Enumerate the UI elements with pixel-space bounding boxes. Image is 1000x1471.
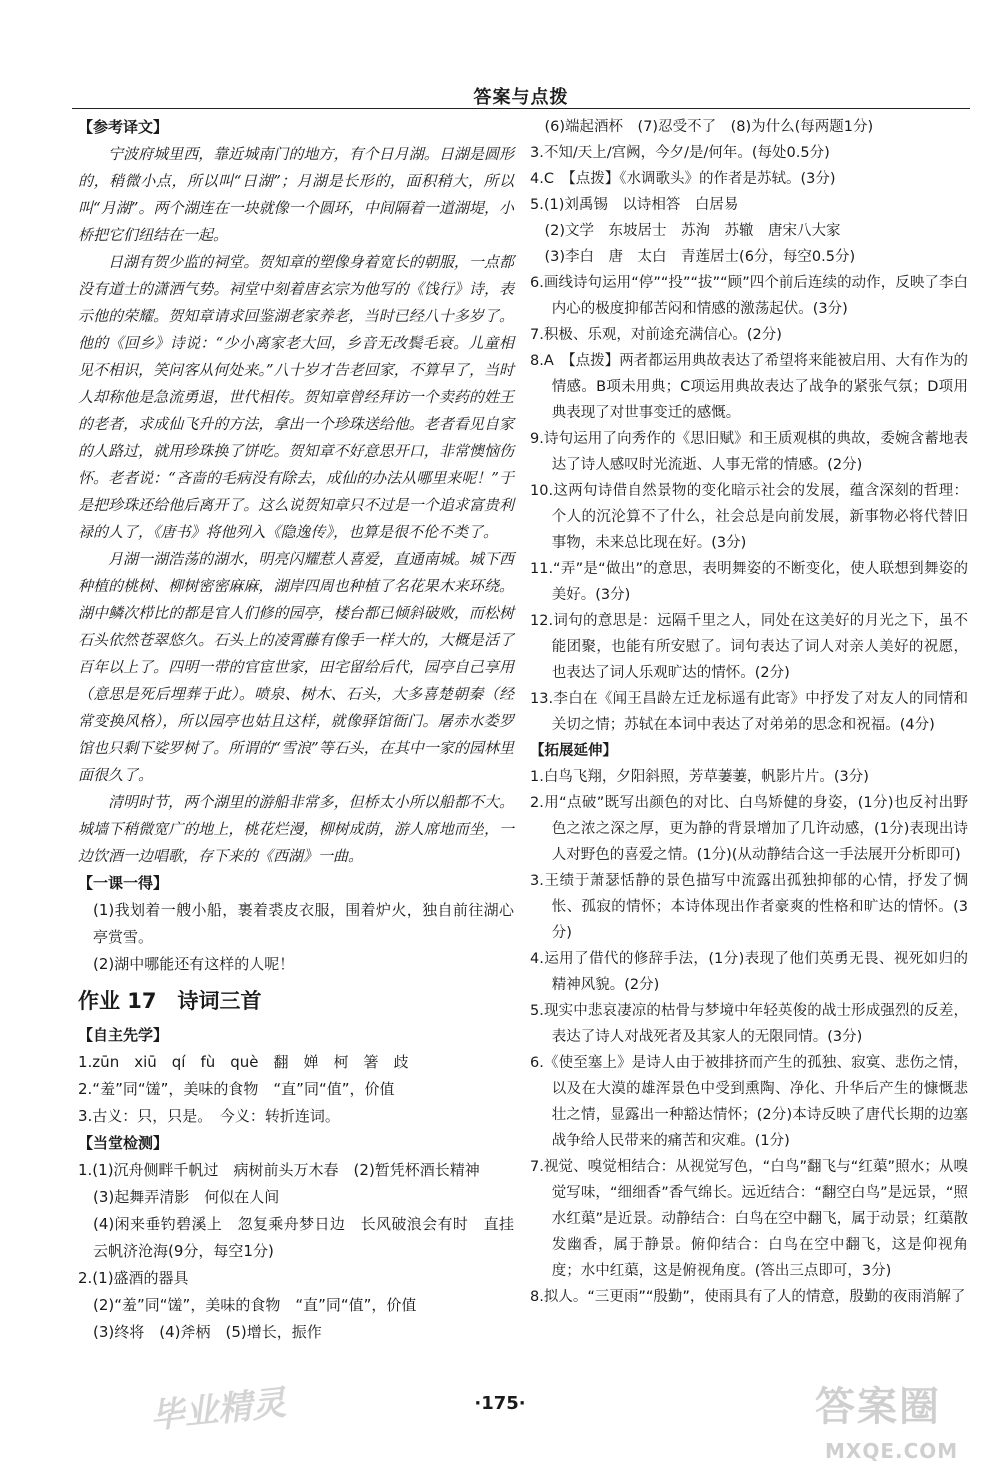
dtjc-item: (3)起舞弄清影 何似在人间 xyxy=(93,1188,280,1206)
section-title-dtjc: 【当堂检测】 xyxy=(78,1134,169,1152)
tzys-item: 5.现实中悲哀凄凉的枯骨与梦境中年轻英俊的战士形成强烈的反差，表达了诗人对战死者及其家人的无限同情。(3分) xyxy=(530,1003,968,1045)
dtjc-item: (2)“羞”同“馐”，美味的食物 “直”同“值”，价值 xyxy=(93,1296,417,1314)
ykyd-item: (1)我划着一艘小船，裹着裘皮衣服，围着炉火，独自前往湖心亭赏雪。 xyxy=(93,901,514,946)
tzys-item: 4.运用了借代的修辞手法，(1分)表现了他们英勇无畏、视死如归的精神风貌。(2分) xyxy=(530,951,968,993)
zzxx-list xyxy=(78,1049,514,1130)
right-column xyxy=(530,114,968,1310)
tzys-item: 6.《使至塞上》是诗人由于被排挤而产生的孤独、寂寞、悲伤之情，以及在大漠的雄浑景色中受到熏陶、净化、升华后产生的慷慨悲壮之情，显露出一种豁达情怀；(2分)本诗反映了唐代长期的边塞战争给人民带来的痛苦和灾难。(1分) xyxy=(530,1055,968,1149)
dtjc-item: (4)闲来垂钓碧溪上 忽复乘舟梦日边 长风破浪会有时 直挂云帆济沧海(9分，每空1分) xyxy=(93,1215,514,1260)
answer-item: 5.(1)刘禹锡 以诗相答 白居易 xyxy=(530,197,739,213)
answer-item: 13.李白在《闻王昌龄左迁龙标遥有此寄》中抒发了对友人的同情和关切之情；苏轼在本词中表达了对弟弟的思念和祝福。(4分) xyxy=(530,691,968,733)
section-title-tzys: 【拓展延伸】 xyxy=(530,743,617,759)
watermark-url: MXQE.COM xyxy=(825,1439,959,1463)
watermark-logo: 答案圈 xyxy=(815,1384,941,1430)
section-title-reference: 【参考译文】 xyxy=(78,118,169,136)
answer-item: 8.A 【点拨】两者都运用典故表达了希望将来能被启用、大有作为的情感。B项未用典；C项运用典故表达了战争的紧张气氛；D项用典表现了对世事变迁的感慨。 xyxy=(530,353,968,421)
tzys-item: 1.白鸟飞翔，夕阳斜照，芳草萋萋，帆影片片。(3分) xyxy=(530,769,869,785)
answer-item: 4.C 【点拨】《水调歌头》的作者是苏轼。(3分) xyxy=(530,171,836,187)
page-number: ·175· xyxy=(474,1393,526,1414)
answer-item: (3)李白 唐 太白 青莲居士(6分，每空0.5分) xyxy=(544,249,856,265)
reference-translation xyxy=(78,141,514,870)
dtjc-list xyxy=(78,1157,514,1346)
answer-item: (6)端起酒杯 (7)忍受不了 (8)为什么(每两题1分) xyxy=(544,119,874,135)
tzys-list xyxy=(530,764,968,1310)
header-rule xyxy=(72,108,970,109)
translation-paragraph: 宁波府城里西，靠近城南门的地方，有个日月湖。日湖是圆形的，稍微小点，所以叫“日湖”；月湖是长形的，面积稍大，所以叫“月湖”。两个湖连在一块就像一个圆环，中间隔着一道湖堤，小桥把它们纽结在一起。 xyxy=(78,145,514,244)
translation-paragraph: 清明时节，两个湖里的游船非常多，但桥太小所以船都不大。城墙下稍微宽广的地上，桃花烂漫，柳树成荫，游人席地而坐，一边饮酒一边唱歌，存下来的《西湖》一曲。 xyxy=(78,793,514,865)
ykyd-item: (2)湖中哪能还有这样的人呢！ xyxy=(93,955,295,973)
watermark-stamp: 毕业精灵 xyxy=(148,1383,288,1438)
tzys-item: 2.用“点破”既写出颜色的对比、白鸟矫健的身姿，(1分)也反衬出野色之浓之深之厚，更为静的背景增加了几许动感，(1分)表现出诗人对野色的喜爱之情。(1分)(从动静结合这一手法展开分析即可) xyxy=(530,795,968,863)
answer-item: 10.这两句诗借自然景物的变化暗示社会的发展，蕴含深刻的哲理：个人的沉沦算不了什么，社会总是向前发展，新事物必将代替旧事物，未来总比现在好。(3分) xyxy=(530,483,968,551)
dtjc-item: (3)终将 (4)斧柄 (5)增长，振作 xyxy=(93,1323,322,1341)
answer-item: 9.诗句运用了向秀作的《思旧赋》和王质观棋的典故，委婉含蓄地表达了诗人感叹时光流逝、人事无常的情感。(2分) xyxy=(530,431,968,473)
tzys-item: 7.视觉、嗅觉相结合：从视觉写色，“白鸟”翻飞与“红蕖”照水；从嗅觉写味，“细细香”香气绵长。远近结合：“翻空白鸟”是远景，“照水红蕖”是近景。动静结合：白鸟在空中翻飞，属于动景；红蕖散发幽香，属于静景。俯仰结合：白鸟在空中翻飞，这是仰视角度；水中红蕖，这是俯视角度。(答出三点即可，3分) xyxy=(530,1159,968,1279)
page-header: 答案与点拨 xyxy=(473,87,569,108)
translation-paragraph: 月湖一湖浩荡的湖水，明亮闪耀惹人喜爱，直通南城。城下西种植的桃树、柳树密密麻麻，湖岸四周也种植了名花果木来环绕。湖中鳞次栉比的都是官人们修的园亭，楼台都已倾斜破败，而松树石头依然苍翠悠久。石头上的凌霄藤有像手一样大的，大概是活了百年以上了。四明一带的官宦世家，田宅留给后代，园亭自己享用（意思是死后埋葬于此）。喷泉、树木、石头，大多喜楚朝秦（经常变换风格），所以园亭也姑且这样，就像驿馆衙门。屠赤水娄罗馆也只剩下娑罗树了。所谓的“雪浪”等石头，在其中一家的园林里面很久了。 xyxy=(78,550,514,784)
zzxx-item: 2.“羞”同“馐”，美味的食物 “直”同“值”，价值 xyxy=(78,1080,395,1098)
answer-item: 6.画线诗句运用“停”“投”“拔”“顾”四个前后连续的动作，反映了李白内心的极度抑郁苦闷和情感的激荡起伏。(3分) xyxy=(530,275,968,317)
zzxx-item: 3.古义：只，只是。 今义：转折连词。 xyxy=(78,1107,340,1125)
dtjc-item: 1.(1)沉舟侧畔千帆过 病树前头万木春 (2)暂凭杯酒长精神 xyxy=(78,1161,480,1179)
answer-item: (2)文学 东坡居士 苏洵 苏辙 唐宋八大家 xyxy=(544,223,841,239)
section-title-ykyd: 【一课一得】 xyxy=(78,874,169,892)
answer-list xyxy=(530,114,968,738)
answer-item: 11.“弄”是“做出”的意思，表明舞姿的不断变化，使人联想到舞姿的美好。(3分) xyxy=(530,561,968,603)
zzxx-item: 1.zūn xiū qí fù què 翻 婵 柯 箸 歧 xyxy=(78,1053,409,1071)
answer-item: 12.词句的意思是：远隔千里之人，同处在这美好的月光之下，虽不能团聚，也能有所安慰了。词句表达了词人对亲人美好的祝愿，也表达了词人乐观旷达的情怀。(2分) xyxy=(530,613,968,681)
section-title-zzxx: 【自主先学】 xyxy=(78,1026,169,1044)
homework-title: 作业 17 诗词三首 xyxy=(78,989,262,1013)
tzys-item: 3.王绩于萧瑟恬静的景色描写中流露出孤独抑郁的心情，抒发了惆怅、孤寂的情怀；本诗体现出作者豪爽的性格和旷达的情怀。(3分) xyxy=(530,873,968,941)
ykyd-list xyxy=(78,897,514,978)
tzys-item: 8.拟人。“三更雨”“殷勤”，使雨具有了人的情意，殷勤的夜雨消解了 xyxy=(530,1289,966,1305)
answer-item: 7.积极、乐观，对前途充满信心。(2分) xyxy=(530,327,782,343)
translation-paragraph: 日湖有贺少监的祠堂。贺知章的塑像身着宽长的朝服，一点都没有道士的潇洒气势。祠堂中刻着唐玄宗为他写的《饯行》诗，表示他的荣耀。贺知章请求回鉴湖老家养老，当时已经八十多岁了。他的《回乡》诗说：“少小离家老大回，乡音无改鬓毛衰。儿童相见不相识，笑问客从何处来。”八十岁才告老回家，不算早了，当时人却称他是急流勇退，世代相传。贺知章曾经拜访一个卖药的姓王的老者，求成仙飞升的方法，拿出一个珍珠送给他。老者看见自家的人路过，就用珍珠换了饼吃。贺知章不好意思开口，非常懊恼伤怀。老者说：“吝啬的毛病没有除去，成仙的办法从哪里来呢！”于是把珍珠还给他后离开了。这么说贺知章只不过是一个追求富贵利禄的人了，《唐书》将他列入《隐逸传》，也算是很不伦不类了。 xyxy=(78,253,514,541)
dtjc-item: 2.(1)盛酒的器具 xyxy=(78,1269,189,1287)
answer-item: 3.不知/天上/宫阙，今夕/是/何年。(每处0.5分) xyxy=(530,145,830,161)
left-column xyxy=(78,114,514,1346)
